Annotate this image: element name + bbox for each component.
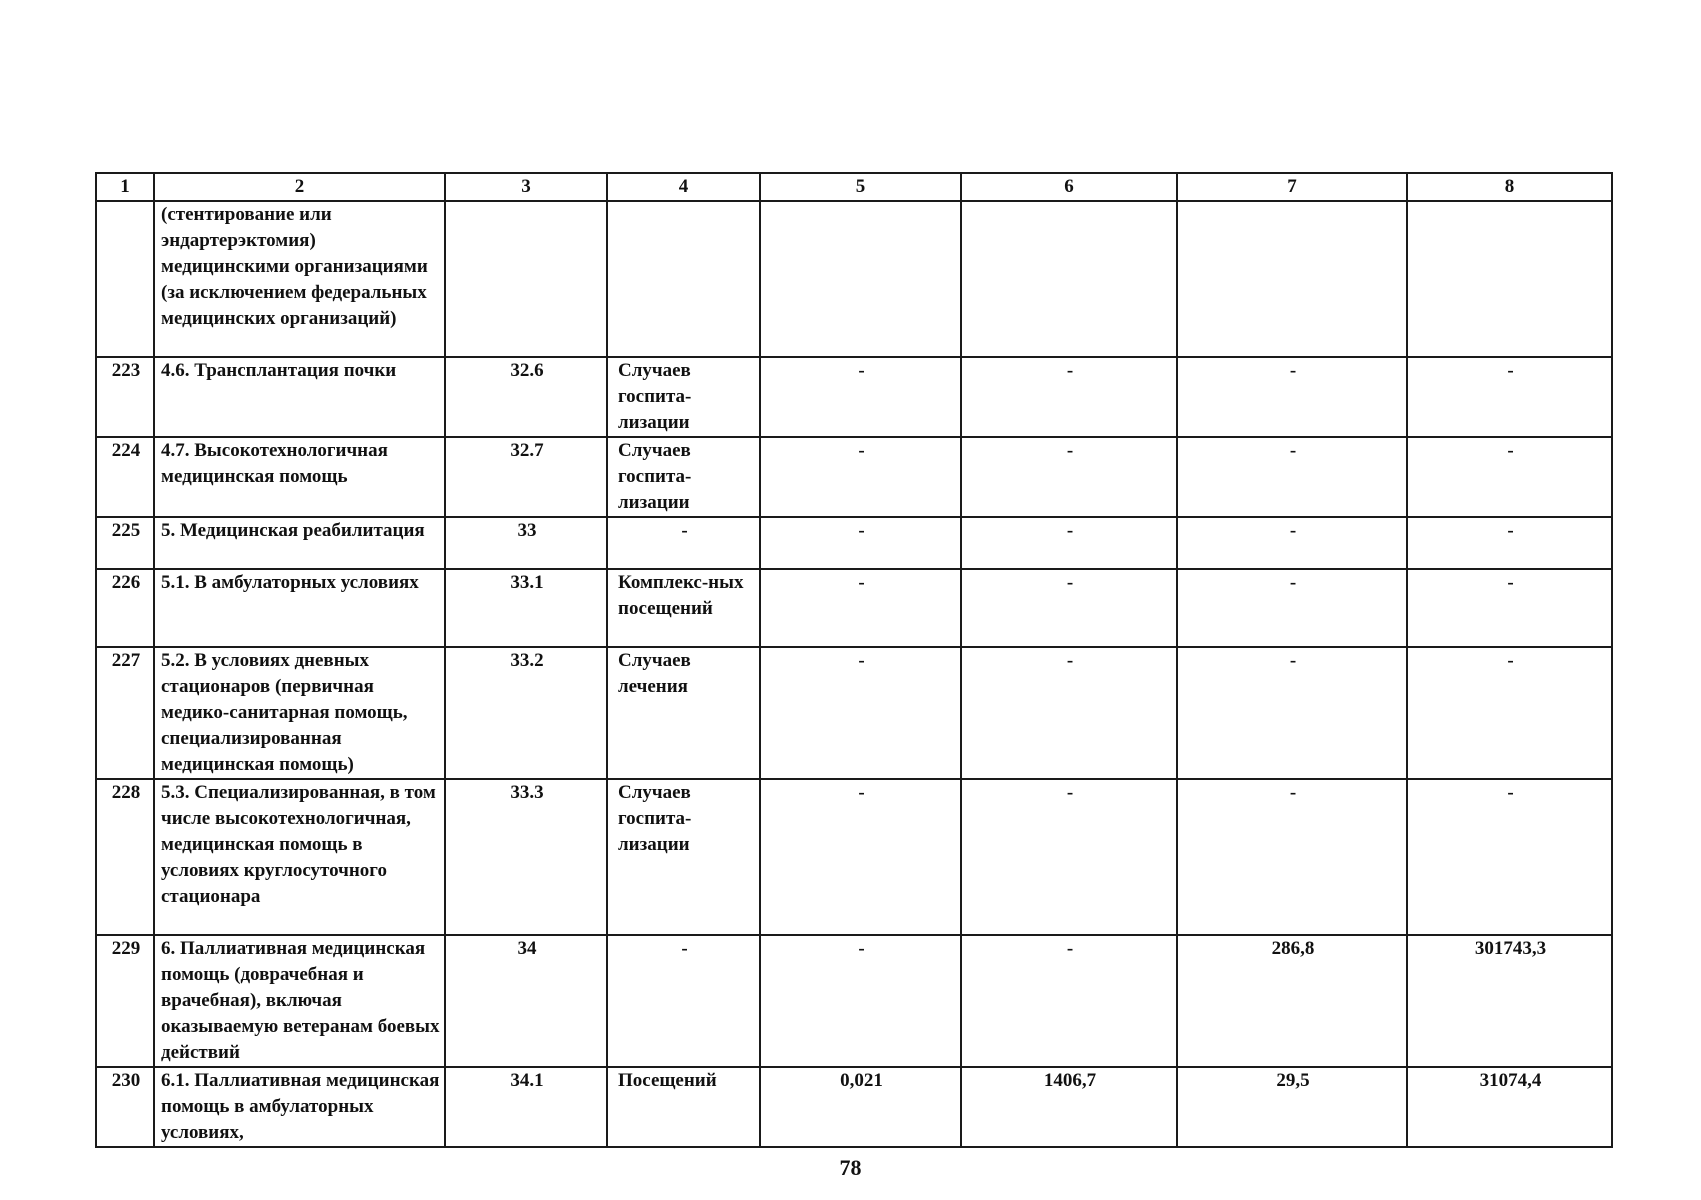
row-name: 5. Медицинская реабилитация xyxy=(154,517,445,569)
row-name: 4.6. Трансплантация почки xyxy=(154,357,445,437)
row-col7: 286,8 xyxy=(1177,935,1407,1067)
table-row xyxy=(96,517,1612,569)
row-col7: - xyxy=(1177,437,1407,517)
row-col6: - xyxy=(961,935,1177,1067)
row-number xyxy=(96,201,154,357)
row-col5: - xyxy=(760,569,961,647)
row-number: 229 xyxy=(96,935,154,1067)
row-number: 227 xyxy=(96,647,154,779)
row-col6: - xyxy=(961,437,1177,517)
col-header-6: 6 xyxy=(961,173,1177,201)
row-code xyxy=(445,201,607,357)
row-col6: - xyxy=(961,647,1177,779)
row-col7: 29,5 xyxy=(1177,1067,1407,1147)
row-number: 224 xyxy=(96,437,154,517)
row-name: 5.2. В условиях дневных стационаров (первичная медико-санитарная помощь, специализированная медицинская помощь) xyxy=(154,647,445,779)
row-col5: - xyxy=(760,935,961,1067)
row-code: 32.6 xyxy=(445,357,607,437)
row-col7: - xyxy=(1177,779,1407,935)
row-unit: Случаев госпита-лизации xyxy=(607,779,760,935)
row-code: 34 xyxy=(445,935,607,1067)
row-name: 5.3. Специализированная, в том числе высокотехнологичная, медицинская помощь в условиях круглосуточного стационара xyxy=(154,779,445,935)
row-col8: 301743,3 xyxy=(1407,935,1612,1067)
row-col8: - xyxy=(1407,779,1612,935)
table-row xyxy=(96,569,1612,647)
row-col5: - xyxy=(760,437,961,517)
row-number: 225 xyxy=(96,517,154,569)
row-name: 5.1. В амбулаторных условиях xyxy=(154,569,445,647)
row-col7: - xyxy=(1177,569,1407,647)
row-col5: 0,021 xyxy=(760,1067,961,1147)
data-table xyxy=(95,172,1613,1148)
col-header-8: 8 xyxy=(1407,173,1612,201)
row-unit: Случаев лечения xyxy=(607,647,760,779)
row-col6: - xyxy=(961,357,1177,437)
col-header-5: 5 xyxy=(760,173,961,201)
table-row xyxy=(96,647,1612,779)
col-header-3: 3 xyxy=(445,173,607,201)
row-unit: - xyxy=(607,517,760,569)
col-header-4: 4 xyxy=(607,173,760,201)
row-unit: Случаев госпита-лизации xyxy=(607,437,760,517)
header-row xyxy=(96,173,1612,201)
row-code: 33.2 xyxy=(445,647,607,779)
table-row xyxy=(96,1067,1612,1147)
row-name: 6. Паллиативная медицинская помощь (доврачебная и врачебная), включая оказываемую ветеранам боевых действий xyxy=(154,935,445,1067)
row-col8: - xyxy=(1407,437,1612,517)
col-header-7: 7 xyxy=(1177,173,1407,201)
row-col6 xyxy=(961,201,1177,357)
row-name: (стентирование или эндартерэктомия) медицинскими организациями (за исключением федеральных медицинских организаций) xyxy=(154,201,445,357)
row-col5: - xyxy=(760,647,961,779)
row-code: 34.1 xyxy=(445,1067,607,1147)
row-code: 32.7 xyxy=(445,437,607,517)
row-number: 228 xyxy=(96,779,154,935)
row-col7: - xyxy=(1177,517,1407,569)
row-col5 xyxy=(760,201,961,357)
row-col8: - xyxy=(1407,357,1612,437)
table-row xyxy=(96,357,1612,437)
row-col8: - xyxy=(1407,517,1612,569)
table-row xyxy=(96,437,1612,517)
row-col8 xyxy=(1407,201,1612,357)
row-col7 xyxy=(1177,201,1407,357)
row-col6: - xyxy=(961,779,1177,935)
table-row xyxy=(96,201,1612,357)
row-unit: Посещений xyxy=(607,1067,760,1147)
page-number: 78 xyxy=(839,1155,862,1180)
col-header-1: 1 xyxy=(96,173,154,201)
row-col5: - xyxy=(760,779,961,935)
row-col8: - xyxy=(1407,647,1612,779)
row-col6: - xyxy=(961,517,1177,569)
table-row xyxy=(96,779,1612,935)
table-row xyxy=(96,935,1612,1067)
row-name: 6.1. Паллиативная медицинская помощь в амбулаторных условиях, xyxy=(154,1067,445,1147)
row-unit: Комплекс-ных посещений xyxy=(607,569,760,647)
row-col8: 31074,4 xyxy=(1407,1067,1612,1147)
row-code: 33 xyxy=(445,517,607,569)
row-number: 230 xyxy=(96,1067,154,1147)
row-number: 226 xyxy=(96,569,154,647)
col-header-2: 2 xyxy=(154,173,445,201)
row-code: 33.1 xyxy=(445,569,607,647)
row-name: 4.7. Высокотехнологичная медицинская помощь xyxy=(154,437,445,517)
row-code: 33.3 xyxy=(445,779,607,935)
row-col6: 1406,7 xyxy=(961,1067,1177,1147)
row-unit: Случаев госпита-лизации xyxy=(607,357,760,437)
row-col5: - xyxy=(760,517,961,569)
row-number: 223 xyxy=(96,357,154,437)
row-unit: - xyxy=(607,935,760,1067)
row-col6: - xyxy=(961,569,1177,647)
row-col7: - xyxy=(1177,647,1407,779)
row-col8: - xyxy=(1407,569,1612,647)
row-unit xyxy=(607,201,760,357)
row-col5: - xyxy=(760,357,961,437)
row-col7: - xyxy=(1177,357,1407,437)
